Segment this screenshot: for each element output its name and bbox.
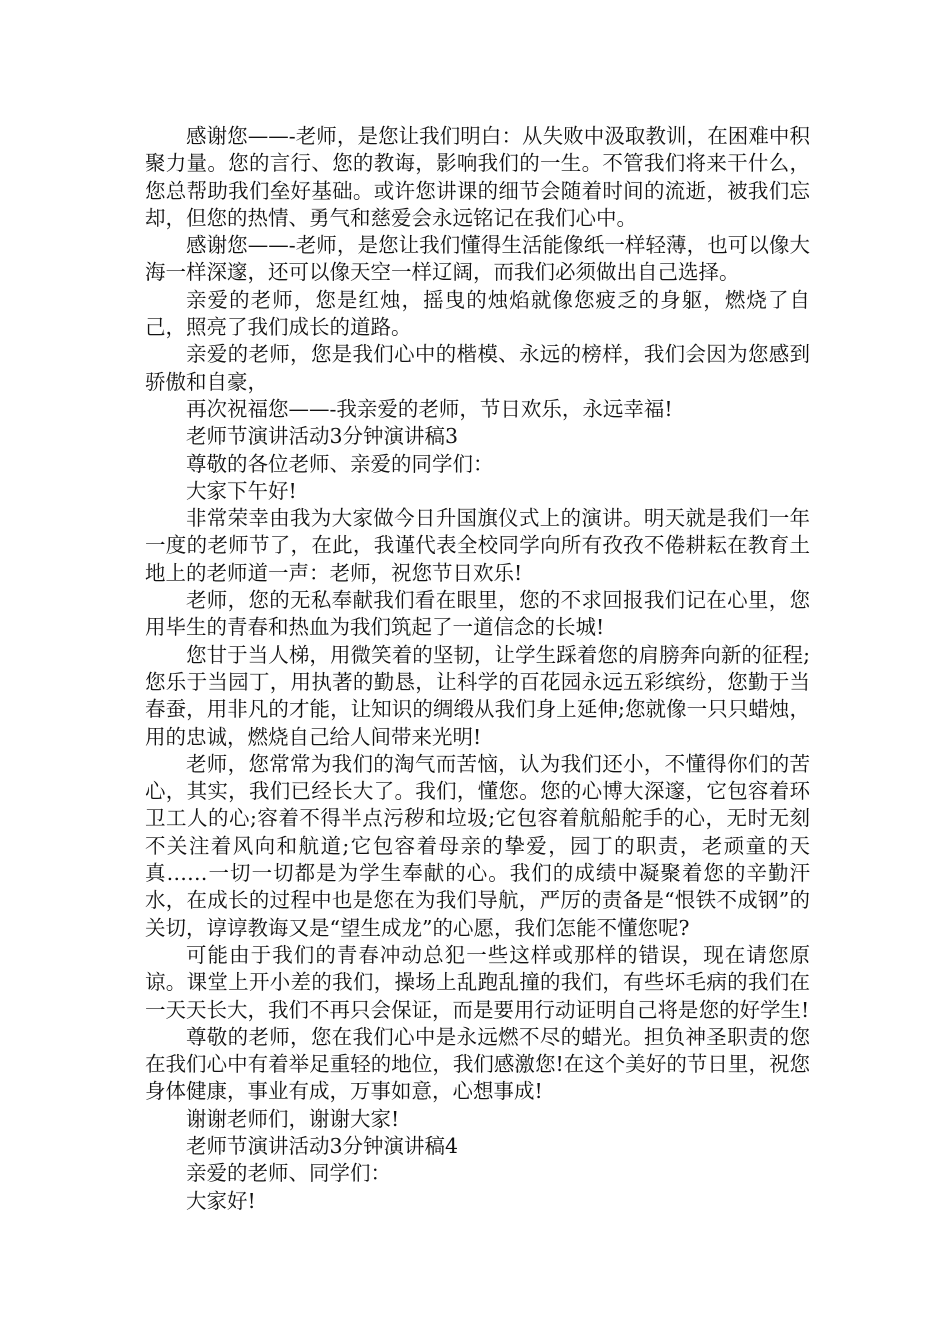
paragraph-ladder: 您甘于当人梯，用微笑着的坚韧，让学生踩着您的肩膀奔向新的征程;您乐于当园丁，用执著的勤恳，让科学的百花园永远五彩缤纷，您勤于当春蚕，用非凡的才能，让知识的绸缎从我们身上延伸;您就像一只只蜡烛，用的忠诚，燃烧自己给人间带来光明! <box>145 642 810 749</box>
salutation-speech-3: 尊敬的各位老师、亲爱的同学们： <box>186 451 494 476</box>
section-heading-speech-4: 老师节演讲活动3分钟演讲稿4 <box>186 1133 459 1158</box>
greeting-speech-4: 大家好! <box>186 1188 256 1213</box>
paragraph-honored: 非常荣幸由我为大家做今日升国旗仪式上的演讲。明天就是我们一年一度的老师节了，在此，我谨代表全校同学向所有孜孜不倦耕耘在教育土地上的老师道一声：老师，祝您节日欢乐! <box>145 506 810 585</box>
paragraph-understand: 老师，您常常为我们的淘气而苦恼，认为我们还小，不懂得你们的苦心，其实，我们已经长大了。我们，懂您。您的心博大深邃，它包容着环卫工人的心;容着不得半点污秽和垃圾;它包容着航船舵手的心，无时无刻不关注着风向和航道;它包容着母亲的挚爱，园丁的职责，老顽童的天真……一切一切都是为学生奉献的心。我们的成绩中凝聚着您的辛勤汗水，在成长的过程中也是您在为我们导航，严厉的责备是“恨铁不成钢”的关切，谆谆教诲又是“望生成龙”的心愿，我们怎能不懂您呢? <box>145 751 810 940</box>
greeting-speech-3: 大家下午好! <box>186 478 297 503</box>
document-body <box>145 123 810 1215</box>
paragraph-role-model: 亲爱的老师，您是我们心中的楷模、永远的榜样，我们会因为您感到骄傲和自豪， <box>145 342 810 394</box>
paragraph-selfless: 老师，您的无私奉献我们看在眼里，您的不求回报我们记在心里，您用毕生的青春和热血为我们筑起了一道信念的长城! <box>145 588 810 640</box>
paragraph-blessing: 再次祝福您——-我亲爱的老师，节日欢乐，永远幸福! <box>186 396 673 421</box>
closing-thanks: 谢谢老师们，谢谢大家! <box>186 1106 400 1131</box>
paragraph-forgive: 可能由于我们的青春冲动总犯一些这样或那样的错误，现在请您原谅。课堂上开小差的我们，操场上乱跑乱撞的我们，有些坏毛病的我们在一天天长大，我们不再只会保证，而是要用行动证明自己将是您的好学生! <box>145 942 810 1022</box>
salutation-speech-4: 亲爱的老师、同学们： <box>186 1161 391 1186</box>
section-heading-speech-3: 老师节演讲活动3分钟演讲稿3 <box>186 424 459 449</box>
paragraph-respect: 尊敬的老师，您在我们心中是永远燃不尽的蜡光。担负神圣职责的您在我们心中有着举足重轻的地位，我们感激您!在这个美好的节日里，祝您身体健康，事业有成，万事如意，心想事成! <box>145 1024 810 1104</box>
paragraph-thanks-2: 感谢您——-老师，是您让我们懂得生活能像纸一样轻薄，也可以像大海一样深邃，还可以像天空一样辽阔，而我们必须做出自己选择。 <box>145 233 810 285</box>
paragraph-red-candle: 亲爱的老师，您是红烛，摇曳的烛焰就像您疲乏的身躯，燃烧了自己，照亮了我们成长的道路。 <box>145 287 810 340</box>
paragraph-thanks-1: 感谢您——-老师，是您让我们明白：从失败中汲取教训，在困难中积聚力量。您的言行、您的教诲，影响我们的一生。不管我们将来干什么，您总帮助我们垒好基础。或许您讲课的细节会随着时间的流逝，被我们忘却，但您的热情、勇气和慈爱会永远铭记在我们心中。 <box>145 124 810 230</box>
